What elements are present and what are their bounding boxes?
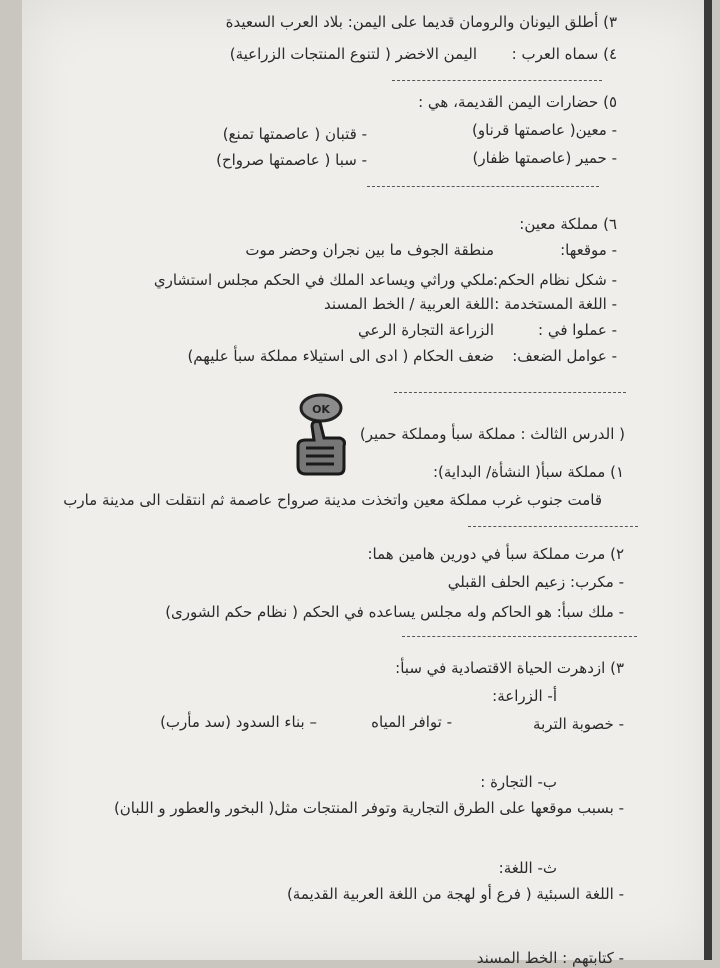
divider [367, 186, 599, 187]
maeen-title: ٦) مملكة معين: [519, 215, 617, 233]
thumbs-up-ok-icon [290, 386, 352, 478]
worksheet-page [22, 0, 712, 967]
divider [402, 636, 637, 637]
maeen-row-value: ضعف الحكام ( ادى الى استيلاء مملكة سبأ عليهم) [187, 347, 494, 365]
maeen-row-key: - موقعها: [560, 241, 617, 259]
writing-item-partial: - كتابتهم : الخط المسند [476, 949, 624, 967]
language-item: - اللغة السبئية ( فرع أو لهجة من اللغة العربية القديمة) [286, 885, 624, 903]
language-title: ث- اللغة: [498, 859, 557, 877]
divider [468, 526, 638, 527]
agriculture-title: أ- الزراعة: [492, 687, 557, 705]
trade-item: - بسبب موقعها على الطرق التجارية وتوفر المنتجات مثل( البخور والعطور و اللبان) [113, 799, 624, 817]
civ-qataban: - قتبان ( عاصمتها تمنع) [222, 125, 367, 143]
maeen-row-key: - اللغة المستخدمة : [494, 295, 617, 313]
svg-text:OK: OK [312, 403, 330, 416]
saba-phase-king: - ملك سبأ: هو الحاكم وله مجلس يساعده في الحكم ( نظام حكم الشورى) [165, 603, 624, 621]
civ-maeen: - معين( عاصمتها قرناو) [471, 121, 617, 139]
agriculture-item-dams: – بناء السدود (سد مأرب) [160, 713, 317, 731]
civ-saba: - سبا ( عاصمتها صرواح) [216, 151, 367, 169]
maeen-row-value: منطقة الجوف ما بين نجران وحضر موت [245, 241, 494, 259]
civ-himyar: - حمير (عاصمتها ظفار) [472, 149, 617, 167]
agriculture-item-water: - توافر المياه [371, 713, 452, 731]
saba-phase-mukarrib: - مكرب: زعيم الحلف القبلي [447, 573, 624, 591]
page-edge-shadow [704, 0, 712, 960]
civilizations-title: ٥) حضارات اليمن القديمة، هي : [418, 93, 617, 111]
divider [394, 392, 626, 393]
agriculture-item-soil: - خصوبة التربة [533, 715, 624, 733]
line-4-value: اليمن الاخضر ( لتنوع المنتجات الزراعية) [229, 45, 477, 63]
maeen-row-key: - شكل نظام الحكم: [492, 271, 617, 289]
maeen-row-key: - عوامل الضعف: [512, 347, 617, 365]
saba-phases-title: ٢) مرت مملكة سبأ في دورين هامين هما: [367, 545, 624, 563]
maeen-row-value: الزراعة التجارة الرعي [357, 321, 494, 339]
lesson-3-title: ( الدرس الثالث : مملكة سبأ ومملكة حمير) [359, 425, 625, 443]
saba-origin-title: ١) مملكة سبأ( النشأة/ البداية): [432, 463, 624, 481]
line-4-arab-name: ٤) سماه العرب : [511, 45, 617, 63]
trade-title: ب- التجارة : [480, 773, 557, 791]
maeen-row-value: اللغة العربية / الخط المسند [324, 295, 494, 313]
saba-origin-text: قامت جنوب غرب مملكة معين واتخذت مدينة صرواح عاصمة ثم انتقلت الى مدينة مارب [63, 491, 602, 509]
saba-economy-title: ٣) ازدهرت الحياة الاقتصادية في سبأ: [395, 659, 624, 677]
divider [392, 80, 602, 81]
line-3-names: ٣) أطلق اليونان والرومان قديما على اليمن: بلاد العرب السعيدة [225, 13, 617, 31]
maeen-row-value: ملكي وراثي ويساعد الملك في الحكم مجلس استشاري [153, 271, 494, 289]
maeen-row-key: - عملوا في : [538, 321, 617, 339]
